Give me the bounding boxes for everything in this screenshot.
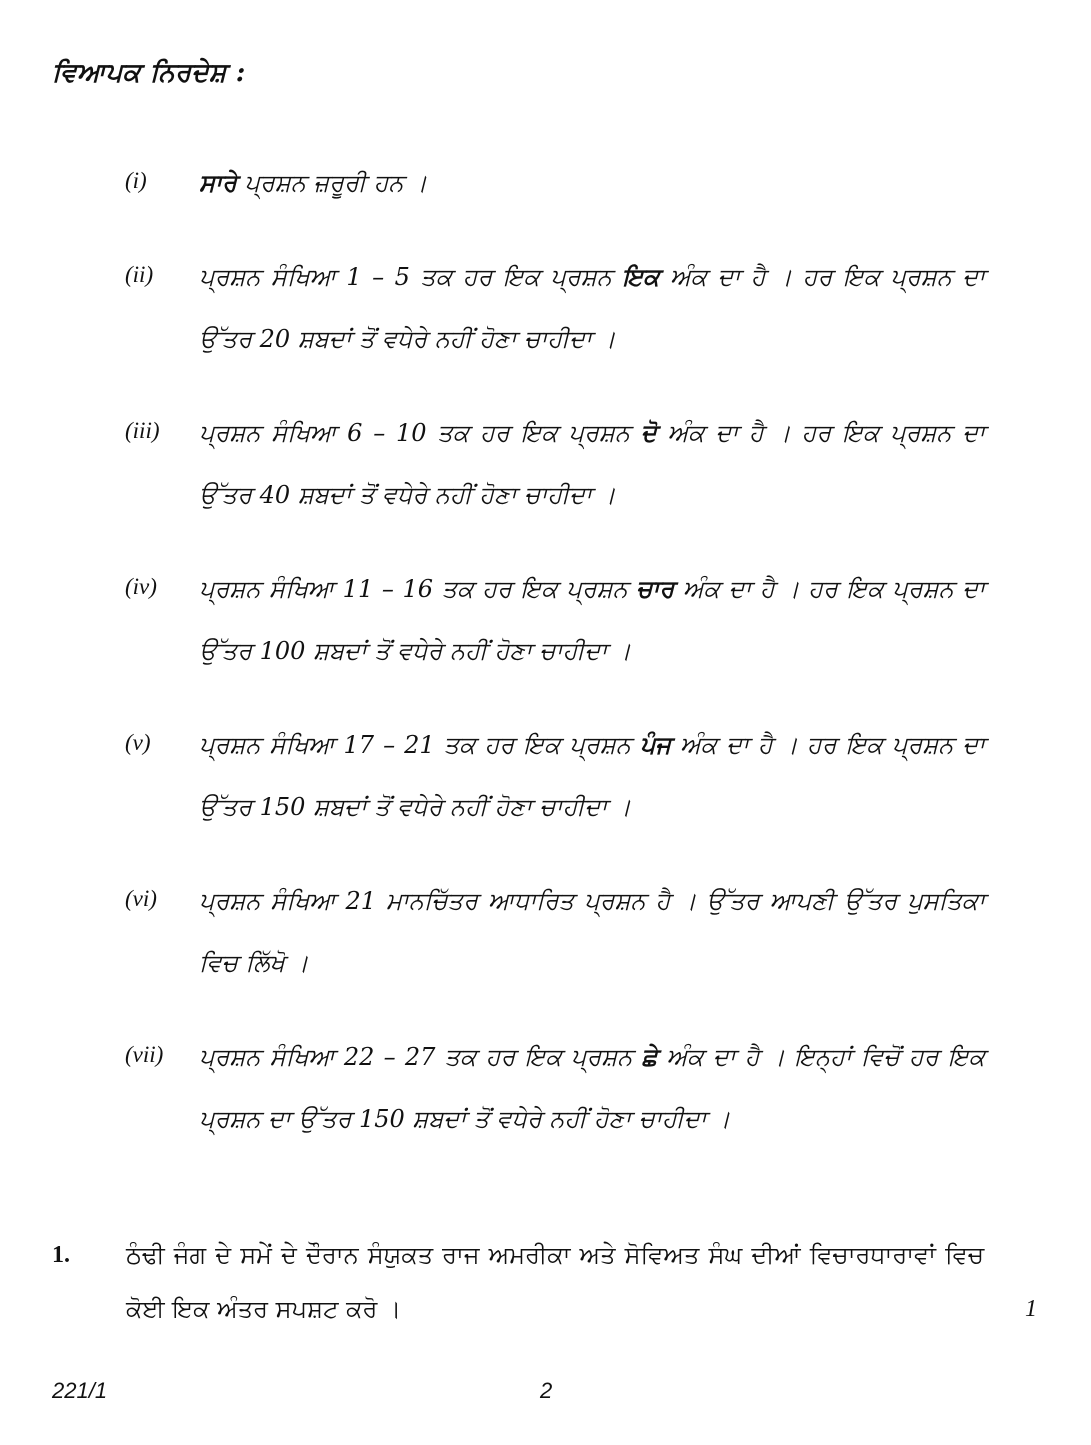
instruction-item	[125, 886, 985, 994]
instruction-text-after: ਅੰਕ ਦਾ ਹੈ । ਹਰ ਇਕ ਪ੍ਰਸ਼ਨ ਦਾ ਉੱਤਰ 20 ਸ਼ਬਦਾਂ ਤੋਂ ਵਧੇਰੇ ਨਹੀਂ ਹੋਣਾ ਚਾਹੀਦਾ ।	[199, 263, 986, 353]
instruction-text-after: ਅੰਕ ਦਾ ਹੈ । ਹਰ ਇਕ ਪ੍ਰਸ਼ਨ ਦਾ ਉੱਤਰ 150 ਸ਼ਬਦਾਂ ਤੋਂ ਵਧੇਰੇ ਨਹੀਂ ਹੋਣਾ ਚਾਹੀਦਾ ।	[199, 731, 985, 821]
instruction-text	[199, 246, 985, 370]
instruction-item	[125, 262, 985, 370]
instruction-text	[199, 870, 985, 994]
instruction-item	[125, 168, 985, 214]
instruction-text-after: ਅੰਕ ਦਾ ਹੈ । ਇਨ੍ਹਾਂ ਵਿਚੋਂ ਹਰ ਇਕ ਪ੍ਰਸ਼ਨ ਦਾ ਉੱਤਰ 150 ਸ਼ਬਦਾਂ ਤੋਂ ਵਧੇਰੇ ਨਹੀਂ ਹੋਣਾ ਚਾਹੀਦਾ ।	[199, 1043, 985, 1133]
instruction-text-before: ਪ੍ਰਸ਼ਨ ਸੰਖਿਆ 21 ਮਾਨਚਿੱਤਰ ਆਧਾਰਿਤ ਪ੍ਰਸ਼ਨ ਹੈ । ਉੱਤਰ ਆਪਣੀ ਉੱਤਰ ਪੁਸਤਿਕਾ ਵਿਚ ਲਿੱਖੋ ।	[199, 887, 985, 977]
instruction-number: (vii)	[125, 1042, 164, 1067]
question-text: ਠੰਢੀ ਜੰਗ ਦੇ ਸਮੇਂ ਦੇ ਦੌਰਾਨ ਸੰਯੁਕਤ ਰਾਜ ਅਮਰੀਕਾ ਅਤੇ ਸੋਵਿਅਤ ਸੰਘ ਦੀਆਂ ਵਿਚਾਰਧਾਰਾਵਾਂ ਵਿਚ ਕੋਈ ਇਕ ਅੰਤਰ ਸਪਸ਼ਟ ਕਰੋ ।	[126, 1241, 984, 1323]
instruction-number: (v)	[125, 730, 151, 755]
instruction-text	[199, 152, 985, 214]
instruction-text-after: ਪ੍ਰਸ਼ਨ ਜ਼ਰੂਰੀ ਹਨ ।	[236, 169, 428, 197]
instruction-text	[199, 402, 985, 526]
instruction-text	[199, 1026, 985, 1150]
instruction-text-bold: ਛੇ	[641, 1042, 658, 1071]
instruction-item	[125, 1042, 985, 1150]
question-marks: 1	[1025, 1296, 1037, 1322]
instruction-text-bold: ਸਾਰੇ	[199, 168, 237, 197]
instruction-text-bold: ਦੋ	[640, 418, 657, 447]
instruction-text-bold: ਚਾਰ	[636, 574, 675, 603]
instruction-item	[125, 730, 985, 838]
instruction-text-before: ਪ੍ਰਸ਼ਨ ਸੰਖਿਆ 6 – 10 ਤਕ ਹਰ ਇਕ ਪ੍ਰਸ਼ਨ	[199, 419, 641, 447]
instruction-number: (i)	[125, 168, 147, 193]
instruction-number: (ii)	[125, 262, 154, 287]
instruction-number: (iii)	[125, 418, 160, 443]
instruction-text-before: ਪ੍ਰਸ਼ਨ ਸੰਖਿਆ 17 – 21 ਤਕ ਹਰ ਇਕ ਪ੍ਰਸ਼ਨ	[199, 731, 640, 759]
instruction-text	[199, 714, 985, 838]
page-number: 2	[540, 1378, 553, 1403]
instruction-text-before: ਪ੍ਰਸ਼ਨ ਸੰਖਿਆ 22 – 27 ਤਕ ਹਰ ਇਕ ਪ੍ਰਸ਼ਨ	[199, 1043, 642, 1071]
instructions-heading: ਵਿਆਪਕ ਨਿਰਦੇਸ਼ :	[52, 58, 246, 88]
instruction-text-before: ਪ੍ਰਸ਼ਨ ਸੰਖਿਆ 11 – 16 ਤਕ ਹਰ ਇਕ ਪ੍ਰਸ਼ਨ	[199, 575, 637, 603]
instruction-text	[199, 558, 985, 682]
instruction-item	[125, 418, 985, 526]
instruction-item	[125, 574, 985, 682]
instruction-text-after: ਅੰਕ ਦਾ ਹੈ । ਹਰ ਇਕ ਪ੍ਰਸ਼ਨ ਦਾ ਉੱਤਰ 40 ਸ਼ਬਦਾਂ ਤੋਂ ਵਧੇਰੇ ਨਹੀਂ ਹੋਣਾ ਚਾਹੀਦਾ ।	[199, 419, 986, 509]
paper-code: 221/1	[52, 1378, 108, 1403]
instruction-text-before: ਪ੍ਰਸ਼ਨ ਸੰਖਿਆ 1 – 5 ਤਕ ਹਰ ਇਕ ਪ੍ਰਸ਼ਨ	[199, 263, 623, 291]
instruction-text-after: ਅੰਕ ਦਾ ਹੈ । ਹਰ ਇਕ ਪ੍ਰਸ਼ਨ ਦਾ ਉੱਤਰ 100 ਸ਼ਬਦਾਂ ਤੋਂ ਵਧੇਰੇ ਨਹੀਂ ਹੋਣਾ ਚਾਹੀਦਾ ।	[199, 575, 985, 665]
instruction-number: (iv)	[125, 574, 157, 599]
instruction-number: (vi)	[125, 886, 157, 911]
question-number: 1.	[52, 1242, 70, 1268]
instruction-text-bold: ਪੰਜ	[639, 730, 671, 759]
instruction-text-bold: ਇਕ	[622, 262, 660, 291]
question-1	[52, 1228, 1037, 1336]
